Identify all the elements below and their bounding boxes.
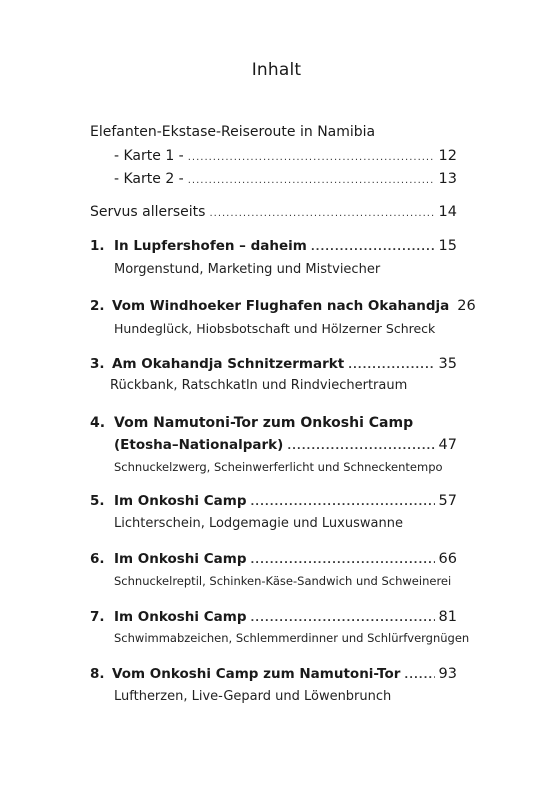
leader-dots: [251, 497, 435, 508]
toc-entry-chapter-1[interactable]: [90, 238, 457, 254]
chapter-subtitle: Lichterschein, Lodgemagie und Luxuswanne: [114, 516, 403, 531]
toc-entry-intro[interactable]: [90, 204, 457, 220]
toc-page-number: 12: [438, 148, 457, 164]
chapter-title: Im Onkoshi Camp: [114, 493, 247, 509]
leader-dots: [209, 208, 434, 219]
chapter-title: Vom Namutoni-Tor zum Onkoshi Camp: [114, 415, 414, 431]
chapter-number: 5.: [90, 493, 105, 509]
chapter-title: Am Okahandja Schnitzermarkt: [112, 356, 345, 372]
toc-entry-chapter-4[interactable]: [114, 437, 457, 453]
toc-page-number: 57: [438, 493, 457, 509]
toc-page-number: 66: [438, 551, 457, 567]
chapter-number: 1.: [90, 238, 105, 254]
toc-entry-map-1[interactable]: [114, 148, 457, 164]
toc-entry-chapter-5[interactable]: [90, 493, 457, 509]
toc-page-number: 81: [438, 609, 457, 625]
leader-dots: [348, 360, 434, 371]
toc-page-number: 14: [438, 204, 457, 220]
chapter-title-continued: (Etosha–Nationalpark): [114, 437, 284, 453]
toc-page-number: 15: [438, 238, 457, 254]
toc-page-number: 35: [438, 356, 457, 372]
chapter-title: Vom Windhoeker Flughafen nach Okahandja: [112, 298, 450, 314]
toc-entry-label: - Karte 1 -: [114, 148, 184, 164]
chapter-subtitle: Schnuckelreptil, Schinken-Käse-Sandwich und Schweinerei: [114, 574, 452, 588]
toc-entry-chapter-6[interactable]: [90, 551, 457, 567]
leader-dots: [287, 441, 434, 452]
toc-entry-chapter-8[interactable]: [90, 666, 457, 682]
route-heading: Elefanten-Ekstase-Reiseroute in Namibia: [90, 124, 376, 140]
chapter-title: Im Onkoshi Camp: [114, 551, 247, 567]
chapter-subtitle: Luftherzen, Live-Gepard und Löwenbrunch: [114, 689, 392, 704]
toc-entry-chapter-2[interactable]: [90, 298, 476, 314]
toc-page-number: 13: [438, 171, 457, 187]
chapter-subtitle: Schnuckelzwerg, Scheinwerferlicht und Schneckentempo: [114, 460, 443, 474]
leader-dots: [251, 555, 435, 566]
chapter-subtitle: Schwimmabzeichen, Schlemmerdinner und Schlürfvergnügen: [114, 631, 470, 645]
leader-dots: [188, 175, 435, 186]
toc-entry-chapter-4-title[interactable]: [90, 415, 413, 431]
toc-entry-chapter-3[interactable]: [90, 356, 457, 372]
chapter-number: 8.: [90, 666, 105, 682]
leader-dots: [311, 242, 435, 253]
leader-dots: [404, 670, 434, 681]
toc-page-number: 26: [457, 298, 476, 314]
toc-page-number: 47: [438, 437, 457, 453]
chapter-title: Im Onkoshi Camp: [114, 609, 247, 625]
leader-dots: [251, 613, 435, 624]
toc-entry-map-2[interactable]: [114, 171, 457, 187]
toc-page-number: 93: [438, 666, 457, 682]
leader-dots: [188, 152, 435, 163]
chapter-title: In Lupfershofen – daheim: [114, 238, 307, 254]
chapter-number: 7.: [90, 609, 105, 625]
toc-entry-label: - Karte 2 -: [114, 171, 184, 187]
chapter-number: 6.: [90, 551, 105, 567]
toc-entry-label: Servus allerseits: [90, 204, 206, 220]
chapter-number: 2.: [90, 298, 105, 314]
chapter-subtitle: Hundeglück, Hiobsbotschaft und Hölzerner Schreck: [114, 321, 436, 336]
chapter-number: 3.: [90, 356, 105, 372]
chapter-subtitle: Morgenstund, Marketing und Mistviecher: [114, 262, 381, 277]
chapter-title: Vom Onkoshi Camp zum Namutoni-Tor: [112, 666, 401, 682]
chapter-number: 4.: [90, 415, 106, 431]
page-title: Inhalt: [251, 60, 302, 80]
chapter-subtitle: Rückbank, Ratschkatln und Rindviechertraum: [110, 378, 408, 393]
toc-entry-chapter-7[interactable]: [90, 609, 457, 625]
